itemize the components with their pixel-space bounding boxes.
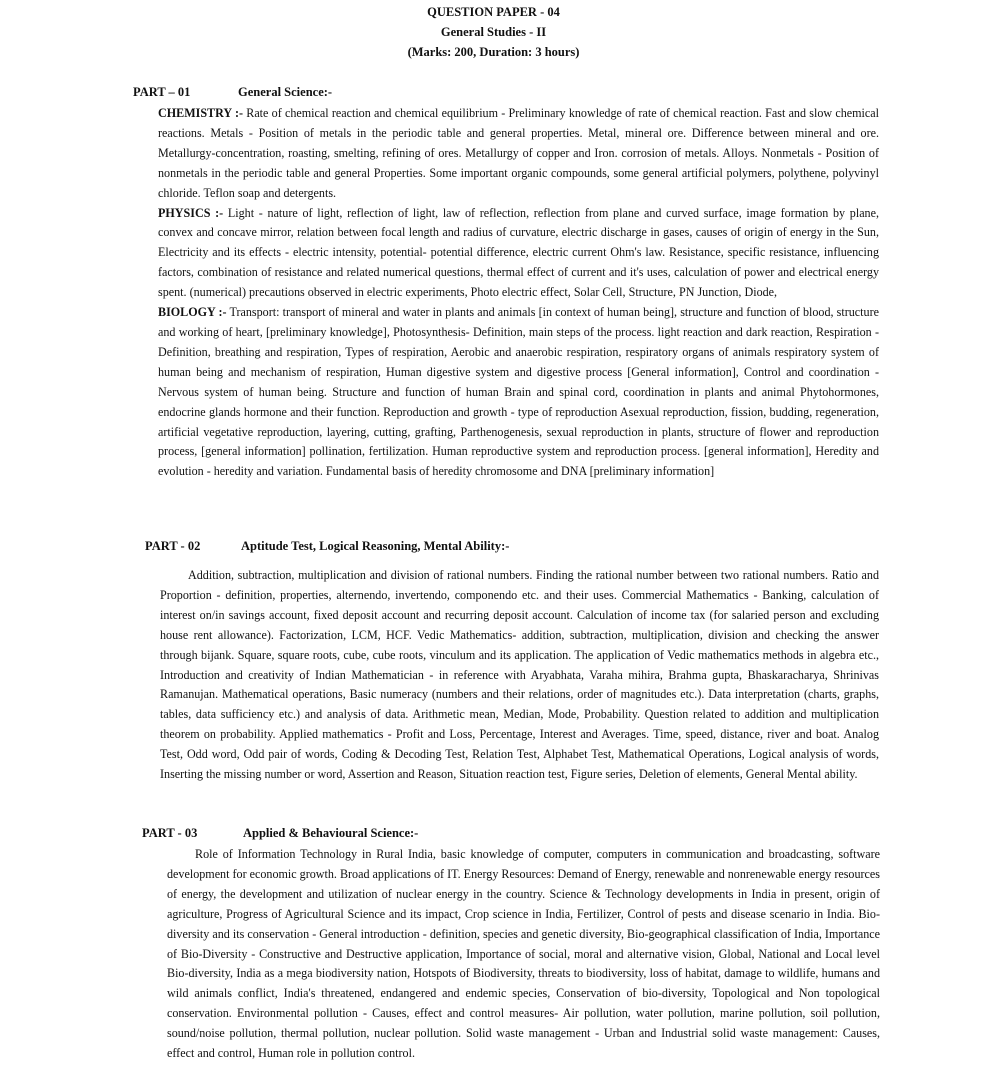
biology-text: Transport: transport of mineral and water in plants and animals [in context of human being], structure and function of blood, structure and working of heart, [preliminary knowledge], Photosynthesis- Definition, main steps of the process. light reaction and dark reaction, Respiration - Definition, breathing and respiration, Types of respiration, Aerobic and anaerobic respiration, respiratory organs of animals respiratory system of human being and mechanism of respiration, Human digestive system and digestive process [General information], Control and coordination - Nervous system of human being. Structure and function of human Brain and spinal cord, coordination in plants and animal Phytohormones, endocrine glands hormone and their function. Reproduction and growth - type of reproduction Asexual reproduction, fission, budding, regeneration, artificial vegetative reproduction, layering, cutting, grafting, Parthenogenesis, sexual reproduction in plants, structure of flower and reproduction process, [general information] pollination, fertilization. Human reproductive system and reproduction process. [general information], Heredity and evolution - heredity and variation. Fundamental basis of heredity chromosome and DNA [preliminary information] xyxy=(158,305,879,479)
part1-title: General Science:- xyxy=(238,85,333,99)
chemistry-section xyxy=(158,106,879,200)
part1-body xyxy=(158,104,879,482)
biology-heading: BIOLOGY :- xyxy=(158,305,227,320)
part2-title: Aptitude Test, Logical Reasoning, Mental Ability:- xyxy=(241,539,510,553)
part2-label: PART - 02 xyxy=(145,539,201,553)
part3-heading xyxy=(142,826,418,841)
part3-label: PART - 03 xyxy=(142,826,198,840)
paper-title: QUESTION PAPER - 04 xyxy=(427,5,560,19)
part2-body: Addition, subtraction, multiplication and division of rational numbers. Finding the rational number between two rational numbers. Ratio and Proportion - definition, properties, alternendo, invertendo, componendo etc. and their uses. Commercial Mathematics - Banking, calculation of interest on/in savings account, fixed deposit account and recurring deposit account. Calculation of income tax (for salaried person and excluding house rent allowance). Factorization, LCM, HCF. Vedic Mathematics- addition, subtraction, multiplication, division and checking the answer through bijank. Square, square roots, cube, cube roots, vinculum and its application. The application of Vedic mathematics methods in algebra etc., Introduction and creativity of Indian Mathematician - in reference with Aryabhata, Varaha mihira, Brahma gupta, Bhaskaracharya, Shrinivas Ramanujan. Mathematical operations, Basic numeracy (numbers and their relations, order of magnitudes etc.). Data interpretation (charts, graphs, tables, data sufficiency etc.) and analysis of data. Arithmetic mean, Median, Mode, Probability. Question related to addition and multiplication theorem on probability. Applied mathematics - Profit and Loss, Percentage, Interest and Averages. Time, speed, distance, river and boat. Analog Test, Odd word, Odd pair of words, Coding & Decoding Test, Relation Test, Alphabet Test, Mathematical Operations, Logical analysis of words, Inserting the missing number or word, Assertion and Reason, Situation reaction test, Figure series, Deletion of elements, General Mental ability. xyxy=(160,568,879,782)
part2-heading xyxy=(145,539,509,554)
chemistry-text: Rate of chemical reaction and chemical equilibrium - Preliminary knowledge of rate of chemical reaction. Fast and slow chemical reactions. Metals - Position of metals in the periodic table and general properties. Metal, mineral ore. Difference between mineral and ore. Metallurgy-concentration, roasting, smelting, refining of ores. Metallurgy of copper and Iron. corrosion of metals. Alloys. Nonmetals - Position of nonmetals in the periodic table and general Properties. Some important organic compounds, some general artificial polymers, polythene, polyvinyl chloride. Teflon soap and detergents. xyxy=(158,106,879,200)
part3-title: Applied & Behavioural Science:- xyxy=(243,826,419,840)
physics-section xyxy=(158,206,879,300)
physics-text: Light - nature of light, reflection of light, law of reflection, reflection from plane and curved surface, image formation by plane, convex and concave mirror, relation between focal length and radius of curvature, electric discharge in gases, causes of origin of energy in the Sun, Electricity and its effects - electric intensity, potential- potential difference, electric current Ohm's law. Resistance, specific resistance, influencing factors, combination of resistance and related numerical questions, thermal effect of current and it's uses, calculation of power and electrical energy spent. (numerical) precautions observed in electric experiments, Photo electric effect, Solar Cell, Structure, PN Junction, Diode, xyxy=(158,205,879,300)
paper-subtitle: General Studies - II xyxy=(440,25,547,39)
paper-marks: (Marks: 200, Duration: 3 hours) xyxy=(407,45,580,59)
part3-body: Role of Information Technology in Rural India, basic knowledge of computer, computers in communication and broadcasting, software development for economic growth. Broad applications of IT. Energy Resources: Demand of Energy, renewable and nonrenewable energy resources of energy, the development and utilization of nuclear energy in the country. Science & Technology developments in India in present, origin of agriculture, Progress of Agricultural Science and its impact, Crop science in India, Fertilizer, Control of pests and disease scenario in India. Bio-diversity and its conservation - General introduction - definition, species and genetic diversity, Bio-geographical classification of India, Importance of Bio-Diversity - Constructive and Destructive application, Importance of social, moral and alternative vision, Global, National and Local level Bio-diversity, India as a mega biodiversity nation, Hotspots of Biodiversity, threats to biodiversity, loss of habitat, damage to wildlife, humans and wild animals conflict, India's threatened, endangered and endemic species, Conservation of bio-diversity, Topological and Non topological conservation. Environmental pollution - Causes, effect and control measures- Air pollution, water pollution, marine pollution, soil pollution, sound/noise pollution, thermal pollution, nuclear pollution. Solid waste management - Urban and Industrial solid waste management: Causes, effect and control, Human role in pollution control. xyxy=(167,847,880,1061)
biology-section xyxy=(158,305,879,478)
physics-heading: PHYSICS :- xyxy=(158,205,224,220)
chemistry-heading: CHEMISTRY :- xyxy=(158,106,244,120)
part1-label: PART – 01 xyxy=(133,85,191,99)
part1-heading xyxy=(133,85,332,100)
